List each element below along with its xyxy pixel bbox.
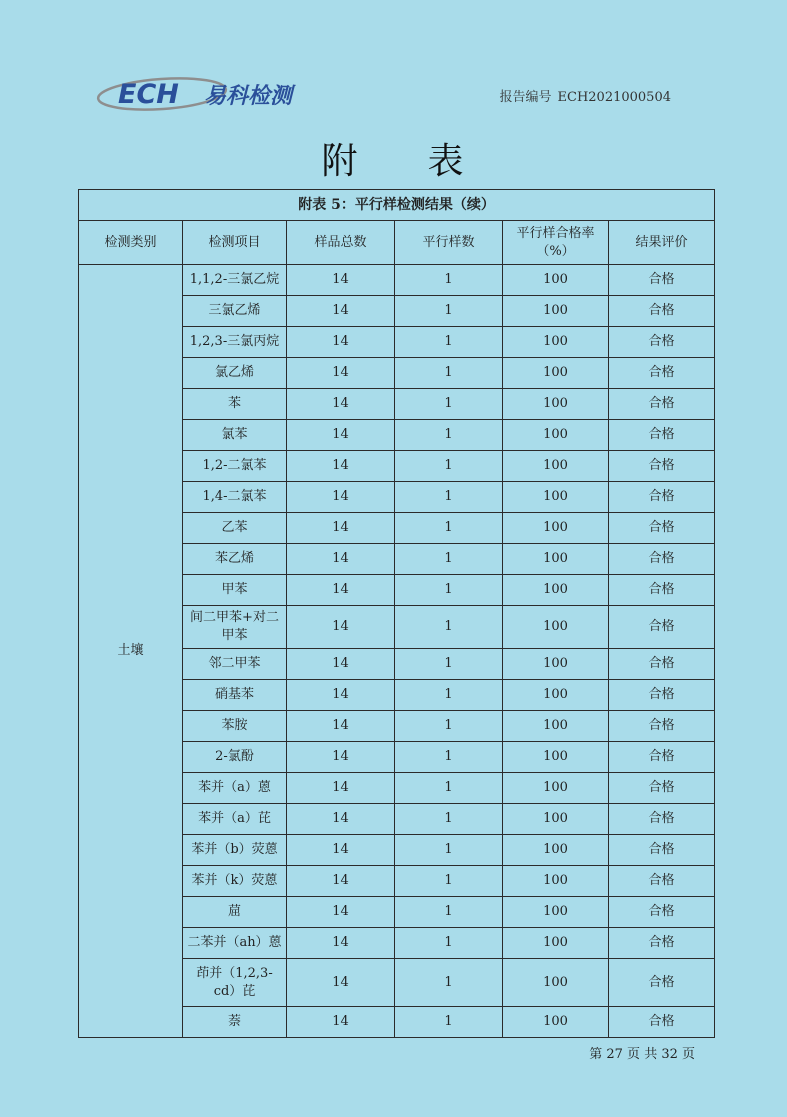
- total-cell: 14: [287, 482, 395, 513]
- item-cell: 乙苯: [183, 513, 287, 544]
- parallel-cell: 1: [395, 711, 503, 742]
- eval-cell: 合格: [609, 389, 715, 420]
- rate-cell: 100: [503, 544, 609, 575]
- item-cell: 苯并（b）荧蒽: [183, 835, 287, 866]
- eval-cell: 合格: [609, 866, 715, 897]
- header-category: 检测类别: [79, 221, 183, 265]
- total-cell: 14: [287, 358, 395, 389]
- item-cell: 硝基苯: [183, 680, 287, 711]
- total-cell: 14: [287, 296, 395, 327]
- rate-cell: 100: [503, 575, 609, 606]
- total-cell: 14: [287, 742, 395, 773]
- item-cell: 间二甲苯+对二甲苯: [183, 606, 287, 649]
- item-cell: 苯胺: [183, 711, 287, 742]
- rate-cell: 100: [503, 773, 609, 804]
- company-logo: [92, 70, 322, 114]
- eval-cell: 合格: [609, 804, 715, 835]
- rate-cell: 100: [503, 265, 609, 296]
- total-cell: 14: [287, 1007, 395, 1038]
- rate-cell: 100: [503, 296, 609, 327]
- item-cell: 2-氯酚: [183, 742, 287, 773]
- rate-cell: 100: [503, 420, 609, 451]
- rate-cell: 100: [503, 711, 609, 742]
- rate-cell: 100: [503, 959, 609, 1007]
- parallel-cell: 1: [395, 649, 503, 680]
- parallel-cell: 1: [395, 420, 503, 451]
- header-parallel: 平行样数: [395, 221, 503, 265]
- rate-cell: 100: [503, 482, 609, 513]
- table-caption: 附表 5：平行样检测结果（续）: [79, 190, 715, 221]
- parallel-cell: 1: [395, 742, 503, 773]
- table-row: [79, 265, 715, 296]
- rate-cell: 100: [503, 928, 609, 959]
- parallel-cell: 1: [395, 265, 503, 296]
- title-char-2: 表: [427, 141, 466, 182]
- eval-cell: 合格: [609, 451, 715, 482]
- eval-cell: 合格: [609, 420, 715, 451]
- item-cell: 氯乙烯: [183, 358, 287, 389]
- parallel-cell: 1: [395, 1007, 503, 1038]
- eval-cell: 合格: [609, 575, 715, 606]
- total-cell: 14: [287, 866, 395, 897]
- eval-cell: 合格: [609, 358, 715, 389]
- total-cell: 14: [287, 575, 395, 606]
- item-cell: 三氯乙烯: [183, 296, 287, 327]
- eval-cell: 合格: [609, 680, 715, 711]
- eval-cell: 合格: [609, 649, 715, 680]
- parallel-cell: 1: [395, 575, 503, 606]
- rate-cell: 100: [503, 742, 609, 773]
- total-cell: 14: [287, 389, 395, 420]
- title-char-1: 附: [321, 141, 360, 182]
- total-cell: 14: [287, 513, 395, 544]
- item-cell: 甲苯: [183, 575, 287, 606]
- rate-cell: 100: [503, 513, 609, 544]
- category-cell: 土壤: [79, 265, 183, 1038]
- parallel-cell: 1: [395, 866, 503, 897]
- rate-cell: 100: [503, 649, 609, 680]
- rate-cell: 100: [503, 866, 609, 897]
- rate-cell: 100: [503, 680, 609, 711]
- item-cell: 䓛: [183, 897, 287, 928]
- item-cell: 苯乙烯: [183, 544, 287, 575]
- parallel-cell: 1: [395, 773, 503, 804]
- eval-cell: 合格: [609, 711, 715, 742]
- svg-text:易科检测: 易科检测: [204, 84, 293, 109]
- header-total: 样品总数: [287, 221, 395, 265]
- parallel-cell: 1: [395, 513, 503, 544]
- eval-cell: 合格: [609, 959, 715, 1007]
- eval-cell: 合格: [609, 544, 715, 575]
- header-item: 检测项目: [183, 221, 287, 265]
- total-cell: 14: [287, 680, 395, 711]
- header-rate: 平行样合格率（%）: [503, 221, 609, 265]
- eval-cell: 合格: [609, 296, 715, 327]
- rate-cell: 100: [503, 897, 609, 928]
- item-cell: 苯并（k）荧蒽: [183, 866, 287, 897]
- total-cell: 14: [287, 773, 395, 804]
- parallel-cell: 1: [395, 482, 503, 513]
- eval-cell: 合格: [609, 327, 715, 358]
- item-cell: 苯: [183, 389, 287, 420]
- total-cell: 14: [287, 711, 395, 742]
- page-number: 第 27 页 共 32 页: [589, 1047, 695, 1062]
- item-cell: 邻二甲苯: [183, 649, 287, 680]
- eval-cell: 合格: [609, 1007, 715, 1038]
- parallel-cell: 1: [395, 959, 503, 1007]
- eval-cell: 合格: [609, 835, 715, 866]
- eval-cell: 合格: [609, 482, 715, 513]
- rate-cell: 100: [503, 1007, 609, 1038]
- total-cell: 14: [287, 420, 395, 451]
- page-title: [0, 133, 787, 184]
- total-cell: 14: [287, 451, 395, 482]
- parallel-cell: 1: [395, 897, 503, 928]
- table-body: [79, 265, 715, 1038]
- item-cell: 1,1,2-三氯乙烷: [183, 265, 287, 296]
- total-cell: 14: [287, 265, 395, 296]
- header-eval: 结果评价: [609, 221, 715, 265]
- parallel-cell: 1: [395, 358, 503, 389]
- item-cell: 茚并（1,2,3-cd）芘: [183, 959, 287, 1007]
- parallel-cell: 1: [395, 296, 503, 327]
- report-number-value: ECH2021000504: [557, 90, 671, 105]
- item-cell: 二苯并（ah）蒽: [183, 928, 287, 959]
- item-cell: 氯苯: [183, 420, 287, 451]
- total-cell: 14: [287, 835, 395, 866]
- rate-cell: 100: [503, 451, 609, 482]
- total-cell: 14: [287, 804, 395, 835]
- rate-cell: 100: [503, 389, 609, 420]
- parallel-cell: 1: [395, 835, 503, 866]
- parallel-sample-results-table: [78, 189, 715, 1038]
- total-cell: 14: [287, 327, 395, 358]
- parallel-cell: 1: [395, 804, 503, 835]
- item-cell: 萘: [183, 1007, 287, 1038]
- rate-cell: 100: [503, 835, 609, 866]
- report-number: [494, 86, 672, 105]
- parallel-cell: 1: [395, 544, 503, 575]
- rate-cell: 100: [503, 327, 609, 358]
- parallel-cell: 1: [395, 327, 503, 358]
- table-header-row: [79, 221, 715, 265]
- item-cell: 1,2-二氯苯: [183, 451, 287, 482]
- total-cell: 14: [287, 606, 395, 649]
- rate-cell: 100: [503, 804, 609, 835]
- item-cell: 苯并（a）芘: [183, 804, 287, 835]
- total-cell: 14: [287, 897, 395, 928]
- parallel-cell: 1: [395, 680, 503, 711]
- parallel-cell: 1: [395, 389, 503, 420]
- eval-cell: 合格: [609, 606, 715, 649]
- parallel-cell: 1: [395, 451, 503, 482]
- report-number-label: 报告编号: [499, 90, 552, 105]
- total-cell: 14: [287, 544, 395, 575]
- parallel-cell: 1: [395, 606, 503, 649]
- eval-cell: 合格: [609, 265, 715, 296]
- item-cell: 苯并（a）蒽: [183, 773, 287, 804]
- total-cell: 14: [287, 928, 395, 959]
- eval-cell: 合格: [609, 742, 715, 773]
- parallel-cell: 1: [395, 928, 503, 959]
- total-cell: 14: [287, 649, 395, 680]
- eval-cell: 合格: [609, 773, 715, 804]
- svg-text:ECH: ECH: [118, 79, 179, 110]
- rate-cell: 100: [503, 358, 609, 389]
- eval-cell: 合格: [609, 928, 715, 959]
- rate-cell: 100: [503, 606, 609, 649]
- total-cell: 14: [287, 959, 395, 1007]
- eval-cell: 合格: [609, 897, 715, 928]
- eval-cell: 合格: [609, 513, 715, 544]
- item-cell: 1,4-二氯苯: [183, 482, 287, 513]
- item-cell: 1,2,3-三氯丙烷: [183, 327, 287, 358]
